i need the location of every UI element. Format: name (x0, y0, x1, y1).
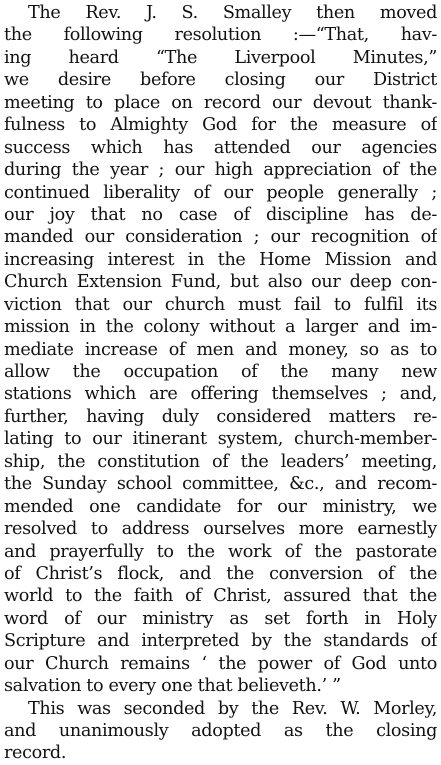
text-line: our joy that no case of discipline has de- (4, 204, 437, 225)
text-line: continued liberality of our people generally ; (4, 182, 437, 203)
text-line: word of our ministry as set forth in Holy (4, 608, 437, 629)
text-line: mediate increase of men and money, so as to (4, 339, 437, 360)
text-line: ing heard “The Liverpool Minutes,” (4, 47, 437, 68)
text-line: viction that our church must fail to fulfil its (4, 294, 437, 315)
text-line: world to the faith of Christ, assured that the (4, 586, 437, 607)
text-line: during the year ; our high appreciation of the (4, 160, 437, 181)
text-line: salvation to every one that believeth.’ ” (4, 676, 341, 697)
paragraph-resolution (4, 2, 437, 698)
text-line: The Rev. J. S. Smalley then moved (28, 3, 437, 23)
text-line: meeting to place on record our devout thank- (4, 92, 437, 113)
text-line: mission in the colony without a larger and im- (4, 317, 437, 338)
text-line: stations which are offering themselves ; and, (4, 384, 437, 405)
text-line: fulness to Almighty God for the measure of (4, 115, 437, 136)
text-line: allow the occupation of the many new (4, 362, 437, 382)
text-line: the following resolution :—“That, hav- (4, 25, 437, 46)
paragraph-seconded (4, 698, 437, 765)
text-line: and unanimously adopted as the closing (4, 721, 437, 741)
text-line: mended one candidate for our ministry, we (4, 496, 437, 517)
text-line: we desire before closing our District (4, 70, 437, 91)
text-line: ship, the constitution of the leaders’ meeting, (4, 451, 437, 472)
text-line: increasing interest in the Home Mission and (4, 249, 437, 270)
text-line: further, having duly considered matters re- (4, 406, 437, 427)
text-line: Scripture and interpreted by the standards of (4, 631, 437, 652)
text-line: manded our consideration ; our recognition of (4, 227, 437, 248)
text-line: the Sunday school committee, &c., and recom- (4, 474, 437, 495)
text-line: of Christ’s flock, and the conversion of the (4, 563, 437, 584)
newspaper-column (4, 2, 437, 765)
text-line: Church Extension Fund, but also our deep con- (4, 272, 437, 293)
text-line: record. (4, 743, 67, 764)
text-line: and prayerfully to the work of the pastorate (4, 541, 437, 562)
text-line: our Church remains ‘ the power of God unto (4, 653, 437, 674)
text-line: This was seconded by the Rev. W. Morley, (28, 698, 437, 719)
text-line: success which has attended our agencies (4, 137, 437, 158)
text-line: resolved to address ourselves more earnestly (4, 519, 437, 540)
text-line: lating to our itinerant system, church-member- (4, 429, 437, 450)
